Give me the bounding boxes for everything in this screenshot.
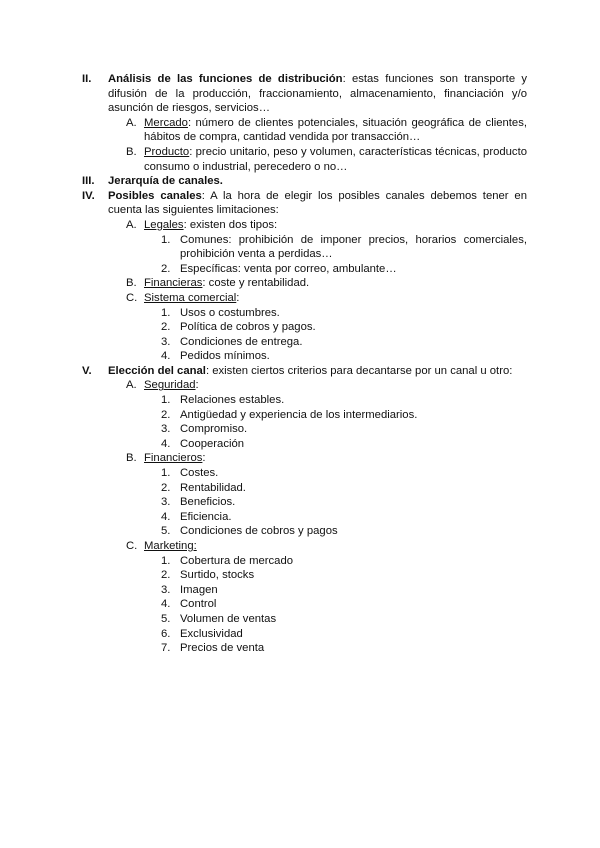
list-item-text: Compromiso. (180, 423, 248, 436)
list-item-text: Usos o costumbres. (180, 306, 280, 319)
list-item (0, 568, 600, 583)
list-item (0, 306, 600, 321)
list-item-marker: 2. (161, 481, 171, 494)
list-item-marker: 3. (161, 335, 171, 348)
section-heading: Jerarquía de canales. (108, 175, 223, 188)
list-item-text: Antigüedad y experiencia de los intermediarios. (180, 408, 418, 421)
list-item-marker: 2. (161, 569, 171, 582)
subsection-marker: A. (126, 379, 137, 392)
list-item-marker: 1. (161, 554, 171, 567)
section-numeral: IV. (82, 189, 95, 202)
subsection-text (144, 276, 527, 291)
list-item-text: Surtido, stocks (180, 569, 255, 582)
subsection-text (144, 145, 527, 174)
list-item-marker: 5. (161, 612, 171, 625)
list-item-marker: 5. (161, 525, 171, 538)
subsection-text (144, 116, 527, 145)
list-item (0, 583, 600, 598)
list-item (0, 335, 600, 350)
subsection-body: : precio unitario, peso y volumen, características técnicas, producto consumo o industrial, perecedero o no… (144, 145, 527, 173)
subsection-body: : (202, 452, 206, 465)
list-item (0, 612, 600, 627)
subsection-label: Financieras (144, 277, 203, 290)
subsection-label: Mercado (144, 116, 188, 129)
subsection-body: : (195, 379, 199, 392)
list-item (0, 349, 600, 364)
subsection-marker: B. (126, 145, 137, 158)
subsection (0, 291, 600, 306)
list-item-marker: 3. (161, 583, 171, 596)
subsection-text (144, 291, 527, 306)
subsection-marker: B. (126, 452, 137, 465)
list-item (0, 510, 600, 525)
list-item-text: Costes. (180, 467, 219, 480)
list-item (0, 641, 600, 656)
list-item-text: Condiciones de cobros y pagos (180, 525, 338, 538)
subsection (0, 145, 600, 174)
section-text (108, 72, 527, 116)
list-item-marker: 4. (161, 350, 171, 363)
list-item-text: Control (180, 598, 217, 611)
list-item-marker: 3. (161, 423, 171, 436)
list-item-marker: 4. (161, 598, 171, 611)
list-item-text: Volumen de ventas (180, 612, 277, 625)
subsection-marker: B. (126, 277, 137, 290)
section-numeral: V. (82, 364, 92, 377)
list-item-marker: 1. (161, 394, 171, 407)
section-numeral: II. (82, 73, 92, 85)
list-item (0, 422, 600, 437)
subsection (0, 451, 600, 466)
list-item-text: Condiciones de entrega. (180, 335, 303, 348)
list-item-text: Cooperación (180, 437, 245, 450)
subsection (0, 378, 600, 393)
section-heading: Elección del canal (108, 364, 206, 377)
list-item-marker: 1. (161, 233, 171, 246)
list-item-marker: 4. (161, 437, 171, 450)
list-item (0, 554, 600, 569)
list-item-marker: 2. (161, 262, 171, 275)
list-item (0, 262, 600, 277)
subsection (0, 116, 600, 145)
subsection-marker: C. (126, 540, 138, 552)
section-body: : A la hora de elegir los posibles canales debemos tener en cuenta las siguientes limitaciones: (108, 189, 527, 217)
subsection-marker: A. (126, 116, 137, 129)
list-item (0, 393, 600, 408)
list-item-text: Específicas: venta por correo, ambulante… (180, 262, 397, 275)
subsection-text (144, 378, 527, 393)
list-item-marker: 2. (161, 408, 171, 421)
section-numeral: III. (82, 175, 95, 188)
subsection-text (144, 218, 527, 233)
subsection-body: : (236, 291, 240, 304)
list-item-text: Precios de venta (180, 642, 265, 655)
subsection-label: Marketing: (144, 540, 197, 552)
list-item-text: Rentabilidad. (180, 481, 246, 494)
subsection-label: Seguridad (144, 379, 196, 392)
list-item (0, 597, 600, 612)
list-item (0, 466, 600, 481)
subsection (0, 276, 600, 291)
subsection-body: : número de clientes potenciales, situación geográfica de clientes, hábitos de compra, cantidad vendida por transacción… (144, 116, 527, 144)
section-heading: Análisis de las funciones de distribución (108, 73, 343, 85)
section-heading: Posibles canales (108, 189, 202, 202)
section-body: : estas funciones son transporte y difusión de la producción, fraccionamiento, almacenamiento, financiación y/o asunción de riesgos, servicios… (108, 73, 527, 115)
list-item-text: Exclusividad (180, 627, 243, 640)
list-item-marker: 3. (161, 496, 171, 509)
section (0, 189, 600, 218)
list-item (0, 627, 600, 642)
subsection-label: Producto (144, 145, 190, 158)
list-item-marker: 6. (161, 627, 171, 640)
list-item (0, 481, 600, 496)
list-item-marker: 1. (161, 306, 171, 319)
section-text (108, 364, 527, 379)
list-item (0, 320, 600, 335)
subsection-label: Financieros (144, 452, 203, 465)
list-item-marker: 4. (161, 510, 171, 523)
subsection-marker: C. (126, 291, 138, 304)
section-text (108, 174, 527, 189)
subsection-label: Legales (144, 218, 184, 231)
subsection-body: : existen dos tipos: (183, 218, 278, 231)
list-item (0, 408, 600, 423)
subsection (0, 218, 600, 233)
subsection-body: : coste y rentabilidad. (202, 277, 310, 290)
subsection-text (144, 451, 527, 466)
subsection-text (144, 539, 527, 554)
list-item-marker: 2. (161, 321, 171, 334)
subsection-marker: A. (126, 218, 137, 231)
section-body: : existen ciertos criterios para decantarse por un canal u otro: (205, 364, 513, 377)
section (0, 174, 600, 189)
list-item-text: Comunes: prohibición de imponer precios, horarios comerciales, prohibición venta a perdidas… (180, 233, 527, 261)
subsection (0, 539, 600, 554)
section-text (108, 189, 527, 218)
list-item-text: Relaciones estables. (180, 394, 285, 407)
list-item (0, 233, 600, 262)
list-item-text: Imagen (180, 583, 218, 596)
list-item-text: Cobertura de mercado (180, 554, 294, 567)
list-item-text: Eficiencia. (180, 510, 232, 523)
list-item-text: Política de cobros y pagos. (180, 321, 316, 334)
list-item-text: Beneficios. (180, 496, 236, 509)
list-item-marker: 7. (161, 642, 171, 655)
list-item (0, 495, 600, 510)
document-page (0, 72, 600, 656)
list-item (0, 524, 600, 539)
list-item (0, 437, 600, 452)
section (0, 72, 600, 116)
list-item-marker: 1. (161, 467, 171, 480)
subsection-label: Sistema comercial (144, 291, 237, 304)
section (0, 364, 600, 379)
list-item-text: Pedidos mínimos. (180, 350, 270, 363)
